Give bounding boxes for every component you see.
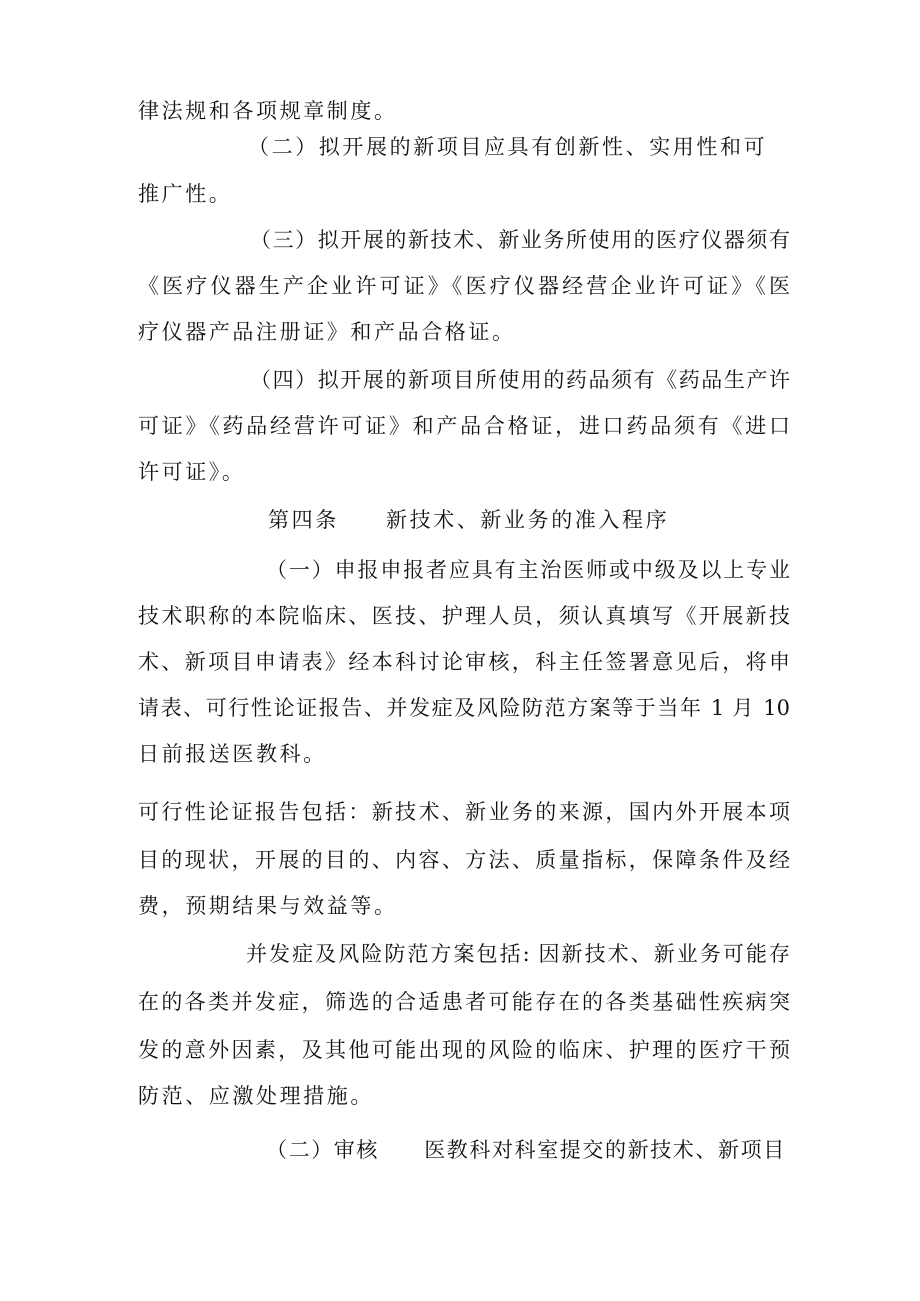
text-line: 目的现状，开展的目的、内容、方法、质量指标，保障条件及经 [138, 848, 790, 872]
text-line: 可证》《药品经营许可证》和产品合格证，进口药品须有《进口 [138, 414, 790, 438]
text-line: 日前报送医教科。 [138, 742, 327, 766]
text-line: 推广性。 [138, 182, 233, 206]
text-line: 许可证》。 [138, 460, 246, 484]
text-line: 在的各类并发症，筛选的合适患者可能存在的各类基础性疾病突 [138, 990, 790, 1014]
text-line: （四）拟开展的新项目所使用的药品须有《药品生产许 [250, 368, 790, 392]
text-line: 律法规和各项规章制度。 [138, 99, 398, 123]
text-line: 请表、可行性论证报告、并发症及风险防范方案等于当年 1 月 10 [138, 696, 790, 720]
text-line: 防范、应激处理措施。 [138, 1084, 374, 1108]
text-line: 可行性论证报告包括：新技术、新业务的来源，国内外开展本项 [138, 800, 790, 824]
article-heading: 第四条 新技术、新业务的准入程序 [268, 508, 670, 532]
text-line: 并发症及风险防范方案包括: 因新技术、新业务可能存 [246, 942, 790, 966]
text-line: （一）申报申报者应具有主治医师或中级及以上专业 [266, 558, 790, 582]
text-line: 疗仪器产品注册证》和产品合格证。 [138, 320, 516, 344]
text-line: （二）审核 医教科对科室提交的新技术、新项目 [266, 1138, 786, 1162]
text-line: 技术职称的本院临床、医技、护理人员，须认真填写《开展新技 [138, 604, 790, 628]
text-line: （二）拟开展的新项目应具有创新性、实用性和可 [248, 135, 768, 159]
text-line: 术、新项目申请表》经本科讨论审核，科主任签署意见后，将申 [138, 650, 790, 674]
text-line: 费，预期结果与效益等。 [138, 894, 398, 918]
text-line: （三）拟开展的新技术、新业务所使用的医疗仪器须有 [250, 228, 790, 252]
text-line: 发的意外因素，及其他可能出现的风险的临床、护理的医疗干预 [138, 1038, 790, 1062]
text-line: 《医疗仪器生产企业许可证》《医疗仪器经营企业许可证》《医 [138, 274, 790, 298]
